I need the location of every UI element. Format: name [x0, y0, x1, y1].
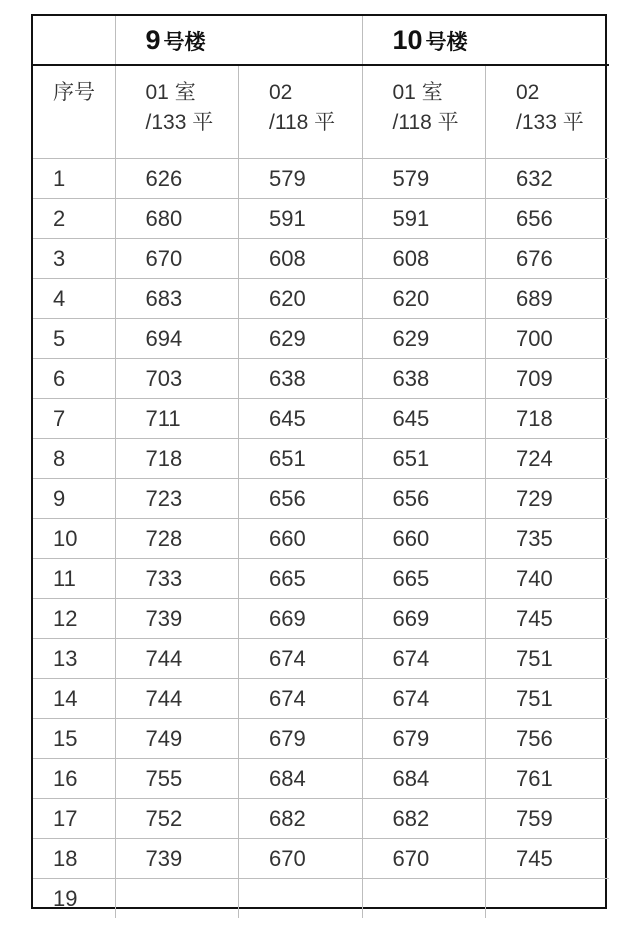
price-cell: 579 — [362, 159, 486, 199]
row-index-cell: 13 — [33, 639, 115, 679]
price-cell: 745 — [486, 599, 610, 639]
price-cell: 739 — [115, 599, 239, 639]
index-column-header: 序号 — [33, 65, 115, 159]
table-row — [33, 199, 609, 239]
price-cell: 740 — [486, 559, 610, 599]
unit-area-label: /118 平 — [269, 111, 336, 134]
price-cell: 749 — [115, 719, 239, 759]
price-cell — [486, 879, 610, 919]
price-cell: 683 — [115, 279, 239, 319]
price-cell: 645 — [362, 399, 486, 439]
price-cell: 733 — [115, 559, 239, 599]
table-row — [33, 639, 609, 679]
building-header-row — [33, 16, 609, 65]
price-cell: 684 — [362, 759, 486, 799]
price-cell: 682 — [239, 799, 363, 839]
row-index-cell: 16 — [33, 759, 115, 799]
price-cell: 591 — [239, 199, 363, 239]
price-cell: 752 — [115, 799, 239, 839]
table-row — [33, 319, 609, 359]
table-row — [33, 279, 609, 319]
price-cell: 620 — [362, 279, 486, 319]
row-index-cell: 19 — [33, 879, 115, 919]
building-number: 9 — [145, 24, 161, 55]
price-cell: 684 — [239, 759, 363, 799]
price-cell: 674 — [362, 679, 486, 719]
row-index-cell: 15 — [33, 719, 115, 759]
price-cell: 656 — [486, 199, 610, 239]
row-index-cell: 11 — [33, 559, 115, 599]
header-blank-cell — [33, 16, 115, 65]
building-9-header — [115, 16, 362, 65]
building-number: 10 — [392, 24, 423, 55]
price-cell: 729 — [486, 479, 610, 519]
row-index-cell: 1 — [33, 159, 115, 199]
price-cell: 638 — [362, 359, 486, 399]
price-cell: 751 — [486, 679, 610, 719]
price-cell: 665 — [239, 559, 363, 599]
row-index-cell: 17 — [33, 799, 115, 839]
table-row — [33, 719, 609, 759]
price-cell: 591 — [362, 199, 486, 239]
row-index-cell: 9 — [33, 479, 115, 519]
table-row — [33, 879, 609, 919]
price-cell: 669 — [362, 599, 486, 639]
price-cell: 728 — [115, 519, 239, 559]
price-cell: 745 — [486, 839, 610, 879]
price-cell: 651 — [362, 439, 486, 479]
price-cell: 723 — [115, 479, 239, 519]
price-cell: 744 — [115, 639, 239, 679]
price-cell: 660 — [362, 519, 486, 559]
price-cell: 665 — [362, 559, 486, 599]
unit-room-label: 01 室 — [392, 81, 443, 104]
table-row — [33, 239, 609, 279]
price-cell: 751 — [486, 639, 610, 679]
price-cell: 638 — [239, 359, 363, 399]
unit-area-label: /133 平 — [145, 111, 214, 134]
price-cell: 674 — [239, 639, 363, 679]
price-cell: 755 — [115, 759, 239, 799]
table-row — [33, 759, 609, 799]
price-cell — [115, 879, 239, 919]
price-cell: 735 — [486, 519, 610, 559]
price-table — [33, 16, 609, 918]
price-cell: 656 — [362, 479, 486, 519]
table-row — [33, 439, 609, 479]
price-cell: 626 — [115, 159, 239, 199]
price-table-container — [31, 14, 607, 909]
price-cell: 679 — [362, 719, 486, 759]
building-10-header — [362, 16, 609, 65]
unit-room-label: 01 室 — [145, 81, 196, 104]
price-cell: 674 — [362, 639, 486, 679]
table-body — [33, 159, 609, 919]
price-cell: 689 — [486, 279, 610, 319]
unit-header-cell — [239, 65, 363, 159]
price-cell: 679 — [239, 719, 363, 759]
price-cell: 711 — [115, 399, 239, 439]
price-cell: 718 — [486, 399, 610, 439]
table-row — [33, 839, 609, 879]
price-cell: 761 — [486, 759, 610, 799]
unit-header-row — [33, 65, 609, 159]
table-row — [33, 399, 609, 439]
price-cell: 756 — [486, 719, 610, 759]
price-cell: 629 — [362, 319, 486, 359]
price-cell: 629 — [239, 319, 363, 359]
price-cell: 645 — [239, 399, 363, 439]
table-row — [33, 599, 609, 639]
table-row — [33, 679, 609, 719]
row-index-cell: 12 — [33, 599, 115, 639]
price-cell: 632 — [486, 159, 610, 199]
price-cell: 620 — [239, 279, 363, 319]
row-index-cell: 7 — [33, 399, 115, 439]
unit-header-cell — [486, 65, 610, 159]
unit-area-label: /133 平 — [516, 111, 584, 134]
price-cell: 744 — [115, 679, 239, 719]
row-index-cell: 18 — [33, 839, 115, 879]
price-cell: 674 — [239, 679, 363, 719]
price-cell: 669 — [239, 599, 363, 639]
table-row — [33, 799, 609, 839]
price-cell: 676 — [486, 239, 610, 279]
table-row — [33, 559, 609, 599]
price-cell: 700 — [486, 319, 610, 359]
row-index-cell: 3 — [33, 239, 115, 279]
building-suffix: 号楼 — [163, 30, 206, 54]
price-cell: 660 — [239, 519, 363, 559]
table-row — [33, 359, 609, 399]
row-index-cell: 4 — [33, 279, 115, 319]
price-cell: 739 — [115, 839, 239, 879]
table-row — [33, 159, 609, 199]
price-cell — [362, 879, 486, 919]
price-cell: 724 — [486, 439, 610, 479]
price-cell: 718 — [115, 439, 239, 479]
price-cell: 670 — [239, 839, 363, 879]
price-cell: 608 — [362, 239, 486, 279]
price-cell: 670 — [362, 839, 486, 879]
table-row — [33, 479, 609, 519]
price-cell: 682 — [362, 799, 486, 839]
price-cell: 579 — [239, 159, 363, 199]
row-index-cell: 6 — [33, 359, 115, 399]
price-cell: 608 — [239, 239, 363, 279]
price-cell — [239, 879, 363, 919]
price-cell: 703 — [115, 359, 239, 399]
unit-room-label: 02 — [269, 81, 293, 104]
row-index-cell: 10 — [33, 519, 115, 559]
price-cell: 656 — [239, 479, 363, 519]
row-index-cell: 5 — [33, 319, 115, 359]
row-index-cell: 14 — [33, 679, 115, 719]
price-cell: 759 — [486, 799, 610, 839]
row-index-cell: 2 — [33, 199, 115, 239]
price-cell: 694 — [115, 319, 239, 359]
unit-header-cell — [115, 65, 239, 159]
price-cell: 651 — [239, 439, 363, 479]
row-index-cell: 8 — [33, 439, 115, 479]
price-cell: 680 — [115, 199, 239, 239]
building-suffix: 号楼 — [425, 30, 468, 54]
price-cell: 670 — [115, 239, 239, 279]
unit-header-cell — [362, 65, 486, 159]
unit-room-label: 02 — [516, 81, 540, 104]
unit-area-label: /118 平 — [392, 111, 459, 134]
table-row — [33, 519, 609, 559]
price-cell: 709 — [486, 359, 610, 399]
